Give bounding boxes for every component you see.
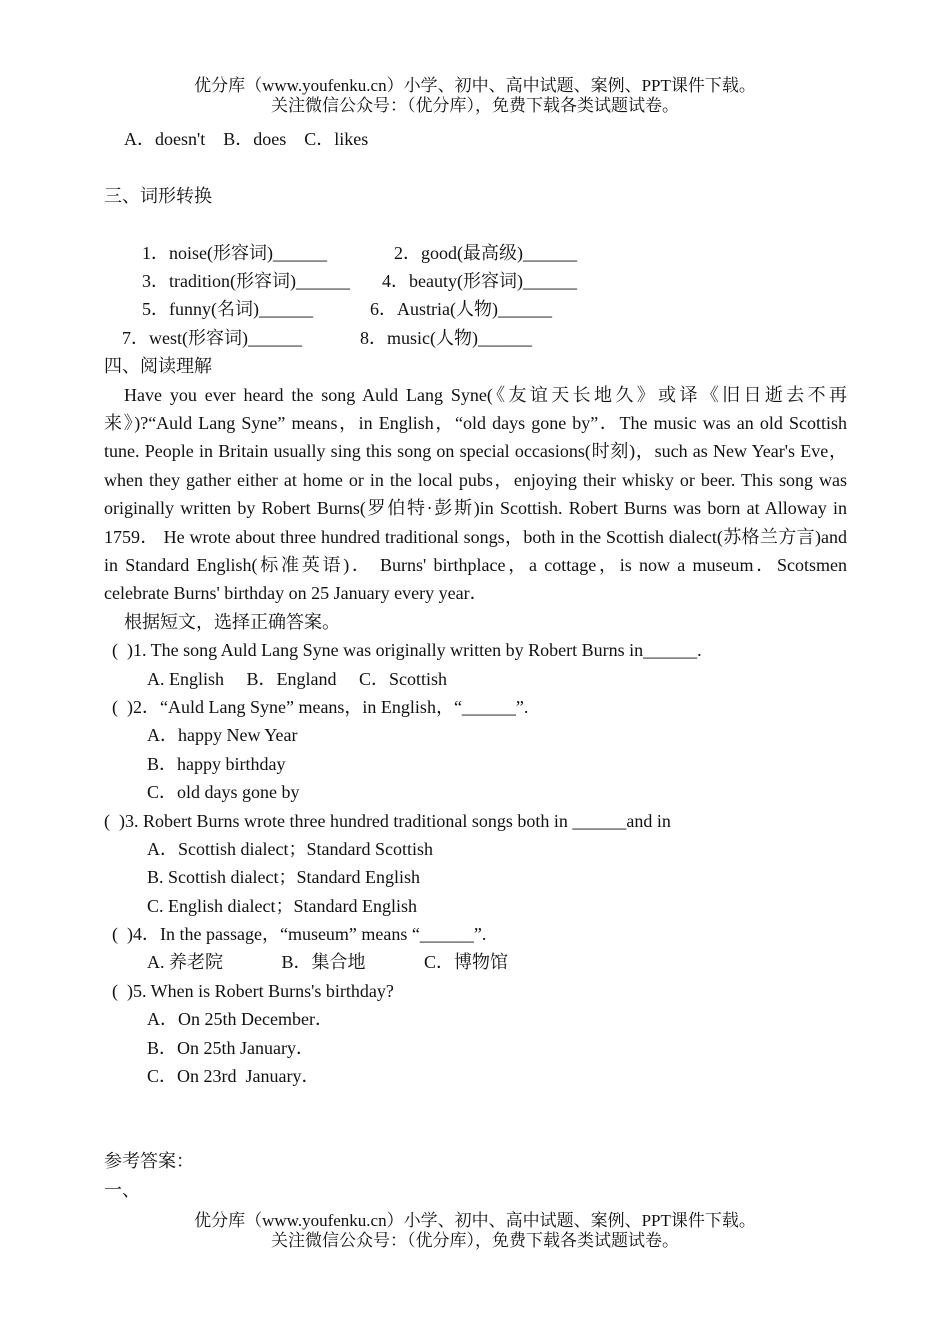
- word-form-item-4: 4．beauty(形容词)______: [382, 270, 577, 291]
- question-3-option-a: A．Scottish dialect；Standard Scottish: [147, 838, 433, 859]
- footer-line-1: 优分库（www.youfenku.cn）小学、初中、高中试题、案例、PPT课件下载。: [194, 1211, 756, 1230]
- question-2-option-b: B．happy birthday: [147, 753, 286, 774]
- word-form-row-1: [104, 210, 847, 263]
- answer-key-title: 参考答案：: [104, 1151, 194, 1172]
- answer-key-section-1: 一、: [104, 1179, 140, 1200]
- question-2-option-a: A．happy New Year: [147, 725, 298, 746]
- question-1-options: A. English B．England C．Scottish: [147, 668, 448, 689]
- question-4-options: A. 养老院 B．集合地 C．博物馆: [147, 952, 509, 973]
- reading-passage: [104, 381, 847, 608]
- page-footer: [0, 1211, 950, 1251]
- word-form-item-8: 8．music(人物)______: [360, 327, 532, 348]
- word-form-item-5: 5．funny(名词)______: [142, 299, 313, 320]
- question-3-stem: ( )3. Robert Burns wrote three hundred traditional songs both in ______and in: [104, 810, 671, 831]
- question-4-stem: ( )4．In the passage，“museum” means “______”.: [112, 924, 487, 945]
- word-form-item-6: 6．Austria(人物)______: [370, 299, 552, 320]
- word-form-item-2: 2．good(最高级)______: [394, 242, 577, 263]
- header-line-1: 优分库（www.youfenku.cn）小学、初中、高中试题、案例、PPT课件下载。: [194, 76, 756, 95]
- question-1-stem: ( )1. The song Auld Lang Syne was originally written by Robert Burns in______.: [112, 640, 702, 661]
- question-3-option-c: C. English dialect；Standard English: [147, 895, 417, 916]
- question-5-option-a: A．On 25th December．: [147, 1009, 333, 1030]
- document-body: [104, 125, 847, 1204]
- page-header: [0, 76, 950, 116]
- section-4-title: 四、阅读理解: [104, 356, 212, 377]
- question-5-stem: ( )5. When is Robert Burns's birthday?: [112, 980, 394, 1001]
- question-3-option-b: B. Scottish dialect；Standard English: [147, 867, 420, 888]
- question-5-option-c: C．On 23rd January．: [147, 1066, 320, 1087]
- word-form-item-3: 3．tradition(形容词)______: [142, 270, 350, 291]
- reading-instruction: 根据短文，选择正确答案。: [124, 611, 340, 632]
- question-5-option-b: B．On 25th January．: [147, 1037, 314, 1058]
- word-form-item-1: 1．noise(形容词)______: [142, 242, 327, 263]
- previous-question-options: A．doesn't B．does C．likes: [124, 129, 369, 149]
- reading-passage-text: Have you ever heard the song Auld Lang Syne(《友谊天长地久》或译《旧日逝去不再来》)?“Auld Lang Syne” means，in English，“old days gone by”．The music was an old Scottish tune. People in Britain usually sing this song on special occasions(时刻)，such as New Year's Eve，when they gather either at home or in the local pubs，enjoying their whisky or beer. This song was originally written by Robert Burns(罗伯特·彭斯)in Scottish. Robert Burns was born at Alloway in 1759． He wrote about three hundred traditional songs，both in the Scottish dialect(苏格兰方言)and in Standard English(标准英语)． Burns' birthplace，a cottage，is now a museum．Scotsmen celebrate Burns' birthday on 25 January every year．: [104, 384, 847, 604]
- section-3-title: 三、词形转换: [104, 185, 212, 206]
- word-form-item-7: 7．west(形容词)______: [122, 327, 302, 348]
- question-2-option-c: C．old days gone by: [147, 782, 300, 803]
- question-2-stem: ( )2．“Auld Lang Syne” means，in English，“______”.: [112, 696, 529, 717]
- footer-line-2: 关注微信公众号：（优分库），免费下载各类试题试卷。: [271, 1231, 679, 1250]
- header-line-2: 关注微信公众号：（优分库），免费下载各类试题试卷。: [271, 96, 679, 115]
